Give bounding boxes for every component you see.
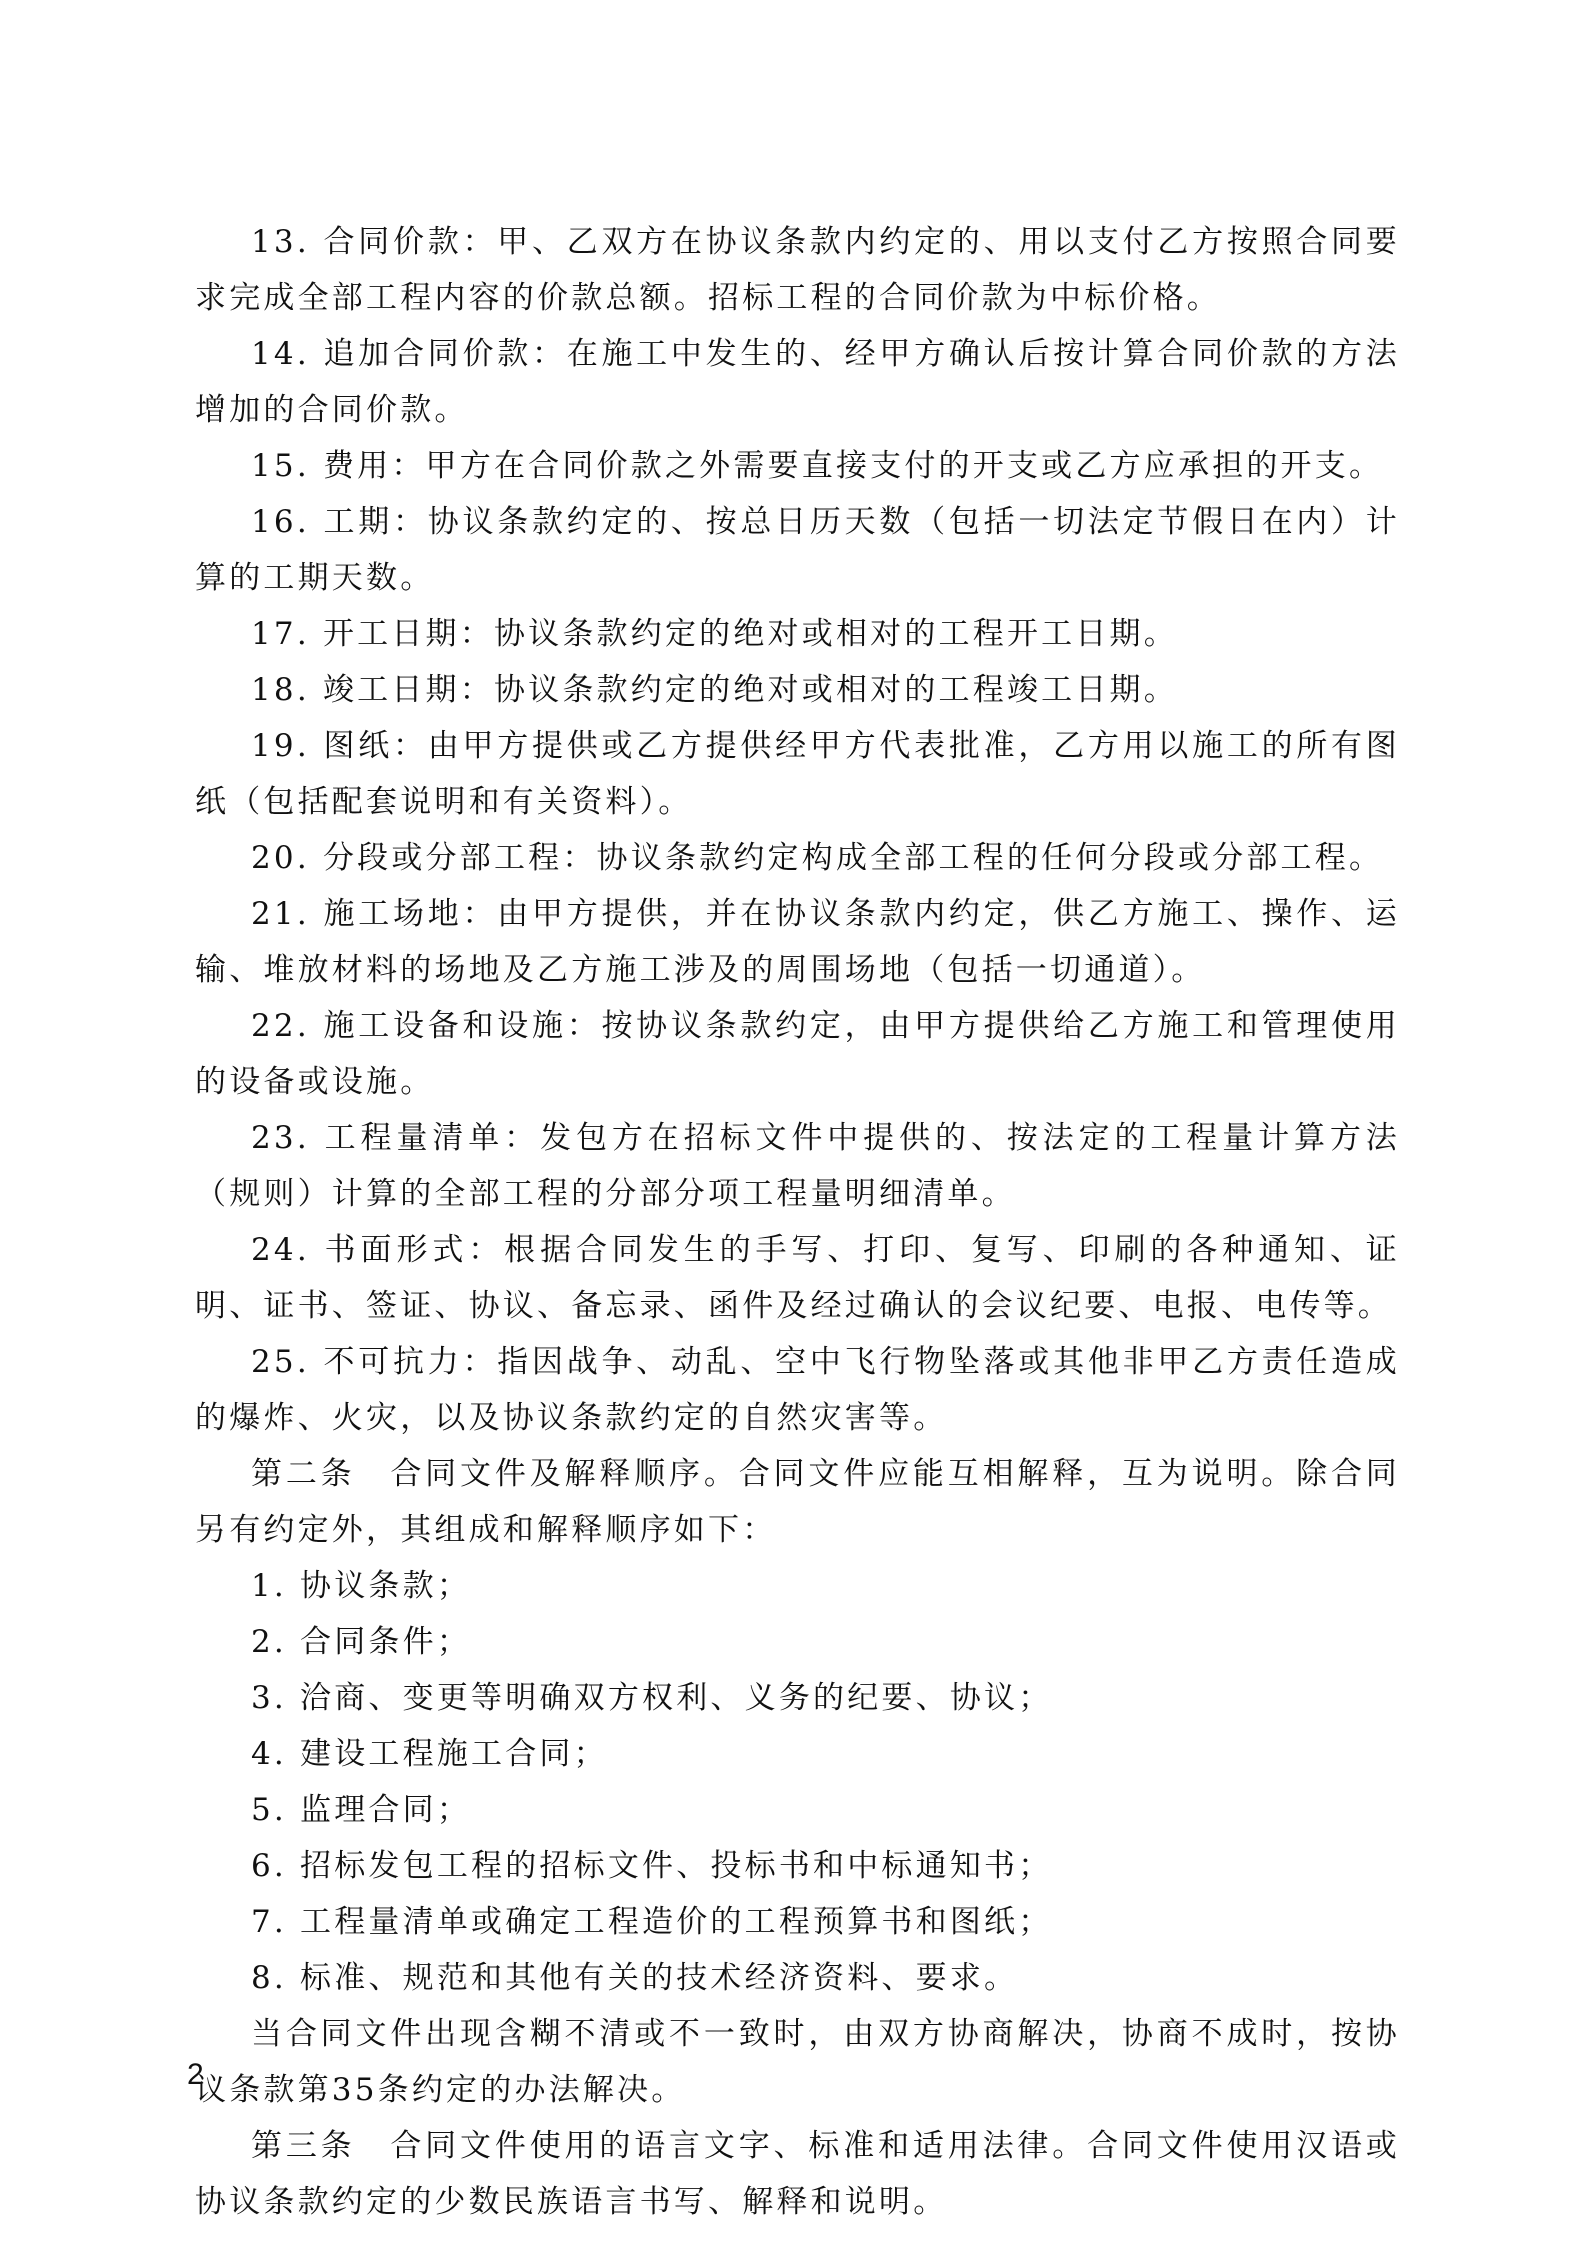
article-3-language-law: 第三条 合同文件使用的语言文字、标准和适用法律。合同文件使用汉语或协议条款约定的少数民族语言书写、解释和说明。 — [195, 2128, 1400, 2220]
ambiguity-resolution-paragraph: 当合同文件出现含糊不清或不一致时，由双方协商解决，协商不成时，按协议条款第35条约定的办法解决。 — [195, 2016, 1400, 2108]
clause-16-construction-period: 16. 工期：协议条款约定的、按总日历天数（包括一切法定节假日在内）计算的工期天数。 — [195, 504, 1400, 596]
clause-13-contract-price: 13. 合同价款：甲、乙双方在协议条款内约定的、用以支付乙方按照合同要求完成全部工程内容的价款总额。招标工程的合同价款为中标价格。 — [195, 224, 1400, 316]
list-item-4: 4. 建设工程施工合同； — [251, 1736, 608, 1772]
clause-21-site: 21. 施工场地：由甲方提供，并在协议条款内约定，供乙方施工、操作、运输、堆放材料的场地及乙方施工涉及的周围场地（包括一切通道）。 — [195, 896, 1400, 988]
list-item-8: 8. 标准、规范和其他有关的技术经济资料、要求。 — [251, 1960, 1019, 1996]
document-body — [195, 214, 1400, 2230]
clause-19-drawings: 19. 图纸：由甲方提供或乙方提供经甲方代表批准，乙方用以施工的所有图纸（包括配套说明和有关资料）。 — [195, 728, 1400, 820]
clause-23-bill-of-quantities: 23. 工程量清单：发包方在招标文件中提供的、按法定的工程量计算方法（规则）计算的全部工程的分部分项工程量明细清单。 — [195, 1120, 1400, 1212]
page-number: 2 — [187, 2058, 204, 2091]
clause-20-sections: 20. 分段或分部工程：协议条款约定构成全部工程的任何分段或分部工程。 — [251, 840, 1384, 876]
list-item-2: 2. 合同条件； — [251, 1624, 472, 1660]
clause-14-additional-price: 14. 追加合同价款：在施工中发生的、经甲方确认后按计算合同价款的方法增加的合同价款。 — [195, 336, 1400, 428]
clause-22-equipment: 22. 施工设备和设施：按协议条款约定，由甲方提供给乙方施工和管理使用的设备或设施。 — [195, 1008, 1400, 1100]
list-item-1: 1. 协议条款； — [251, 1568, 472, 1604]
clause-18-completion-date: 18. 竣工日期：协议条款约定的绝对或相对的工程竣工日期。 — [251, 672, 1178, 708]
list-item-3: 3. 洽商、变更等明确双方权利、义务的纪要、协议； — [251, 1680, 1053, 1716]
clause-17-start-date: 17. 开工日期：协议条款约定的绝对或相对的工程开工日期。 — [251, 616, 1178, 652]
clause-24-written-form: 24. 书面形式：根据合同发生的手写、打印、复写、印刷的各种通知、证明、证书、签证、协议、备忘录、函件及经过确认的会议纪要、电报、电传等。 — [195, 1232, 1400, 1324]
article-2-document-order: 第二条 合同文件及解释顺序。合同文件应能互相解释，互为说明。除合同另有约定外，其组成和解释顺序如下： — [195, 1456, 1400, 1548]
list-item-7: 7. 工程量清单或确定工程造价的工程预算书和图纸； — [251, 1904, 1053, 1940]
clause-15-expenses: 15. 费用：甲方在合同价款之外需要直接支付的开支或乙方应承担的开支。 — [251, 448, 1384, 484]
list-item-6: 6. 招标发包工程的招标文件、投标书和中标通知书； — [251, 1848, 1053, 1884]
clause-25-force-majeure: 25. 不可抗力：指因战争、动乱、空中飞行物坠落或其他非甲乙方责任造成的爆炸、火灾，以及协议条款约定的自然灾害等。 — [195, 1344, 1400, 1436]
list-item-5: 5. 监理合同； — [251, 1792, 472, 1828]
